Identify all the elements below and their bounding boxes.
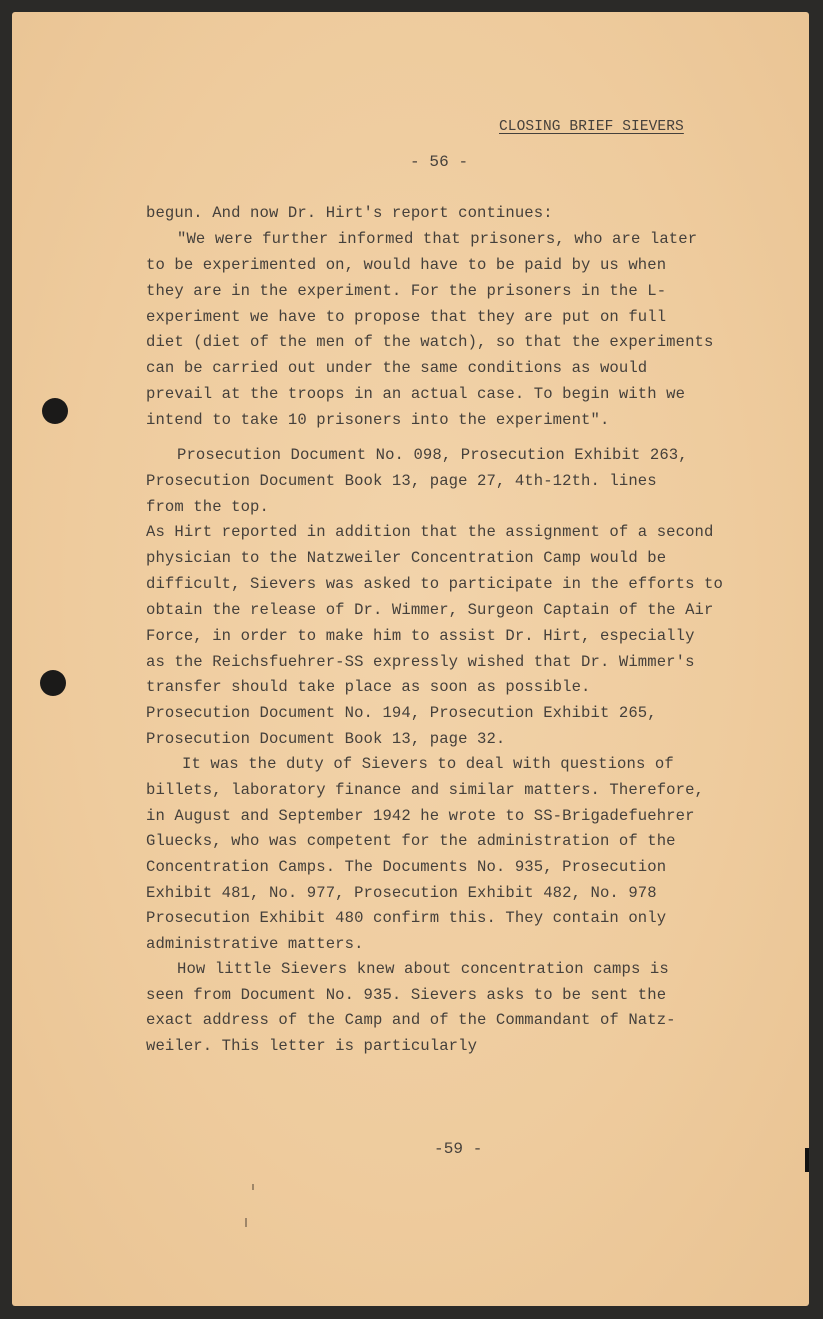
body-line: Force, in order to make him to assist Dr. Hirt, especially	[146, 627, 695, 645]
paper-fleck	[245, 1218, 247, 1227]
page-number-bottom: -59 -	[434, 1140, 483, 1158]
body-line: they are in the experiment. For the prisoners in the L-	[146, 282, 667, 300]
body-line: difficult, Sievers was asked to participate in the efforts to	[146, 575, 723, 593]
body-line: transfer should take place as soon as possible.	[146, 678, 591, 696]
document-page	[12, 12, 809, 1306]
body-line: Prosecution Document Book 13, page 32.	[146, 730, 506, 748]
punch-hole-upper	[42, 398, 68, 424]
body-line: intend to take 10 prisoners into the experiment".	[146, 411, 610, 429]
body-line: Gluecks, who was competent for the administration of the	[146, 832, 676, 850]
body-line: weiler. This letter is particularly	[146, 1037, 478, 1055]
page-number-top: - 56 -	[410, 153, 469, 171]
body-line: diet (diet of the men of the watch), so that the experiments	[146, 333, 714, 351]
body-line: obtain the release of Dr. Wimmer, Surgeon Captain of the Air	[146, 601, 714, 619]
body-line: exact address of the Camp and of the Commandant of Natz-	[146, 1011, 676, 1029]
body-line: billets, laboratory finance and similar matters. Therefore,	[146, 781, 705, 799]
body-line: How little Sievers knew about concentration camps is	[177, 960, 669, 978]
closing-brief-header: CLOSING BRIEF SIEVERS	[499, 119, 684, 135]
body-line: physician to the Natzweiler Concentration Camp would be	[146, 549, 667, 567]
body-line: "We were further informed that prisoners, who are later	[177, 230, 698, 248]
body-line: from the top.	[146, 498, 269, 516]
body-line: administrative matters.	[146, 935, 364, 953]
body-line: As Hirt reported in addition that the assignment of a second	[146, 523, 714, 541]
body-line: as the Reichsfuehrer-SS expressly wished that Dr. Wimmer's	[146, 653, 695, 671]
punch-hole-lower	[40, 670, 66, 696]
body-line: Concentration Camps. The Documents No. 935, Prosecution	[146, 858, 667, 876]
body-line: experiment we have to propose that they are put on full	[146, 308, 667, 326]
body-line: to be experimented on, would have to be paid by us when	[146, 256, 667, 274]
edge-mark	[805, 1148, 809, 1172]
body-line: can be carried out under the same conditions as would	[146, 359, 648, 377]
body-line: It was the duty of Sievers to deal with questions of	[182, 755, 674, 773]
body-line: Prosecution Document No. 194, Prosecution Exhibit 265,	[146, 704, 657, 722]
body-line: in August and September 1942 he wrote to SS-Brigadefuehrer	[146, 807, 695, 825]
body-line: Prosecution Document Book 13, page 27, 4th-12th. lines	[146, 472, 657, 490]
body-line: Prosecution Exhibit 480 confirm this. They contain only	[146, 909, 667, 927]
body-line: begun. And now Dr. Hirt's report continues:	[146, 204, 553, 222]
body-line: prevail at the troops in an actual case. To begin with we	[146, 385, 686, 403]
body-line: Exhibit 481, No. 977, Prosecution Exhibit 482, No. 978	[146, 884, 657, 902]
paper-fleck	[252, 1184, 254, 1190]
body-line: seen from Document No. 935. Sievers asks to be sent the	[146, 986, 667, 1004]
body-line: Prosecution Document No. 098, Prosecution Exhibit 263,	[177, 446, 688, 464]
